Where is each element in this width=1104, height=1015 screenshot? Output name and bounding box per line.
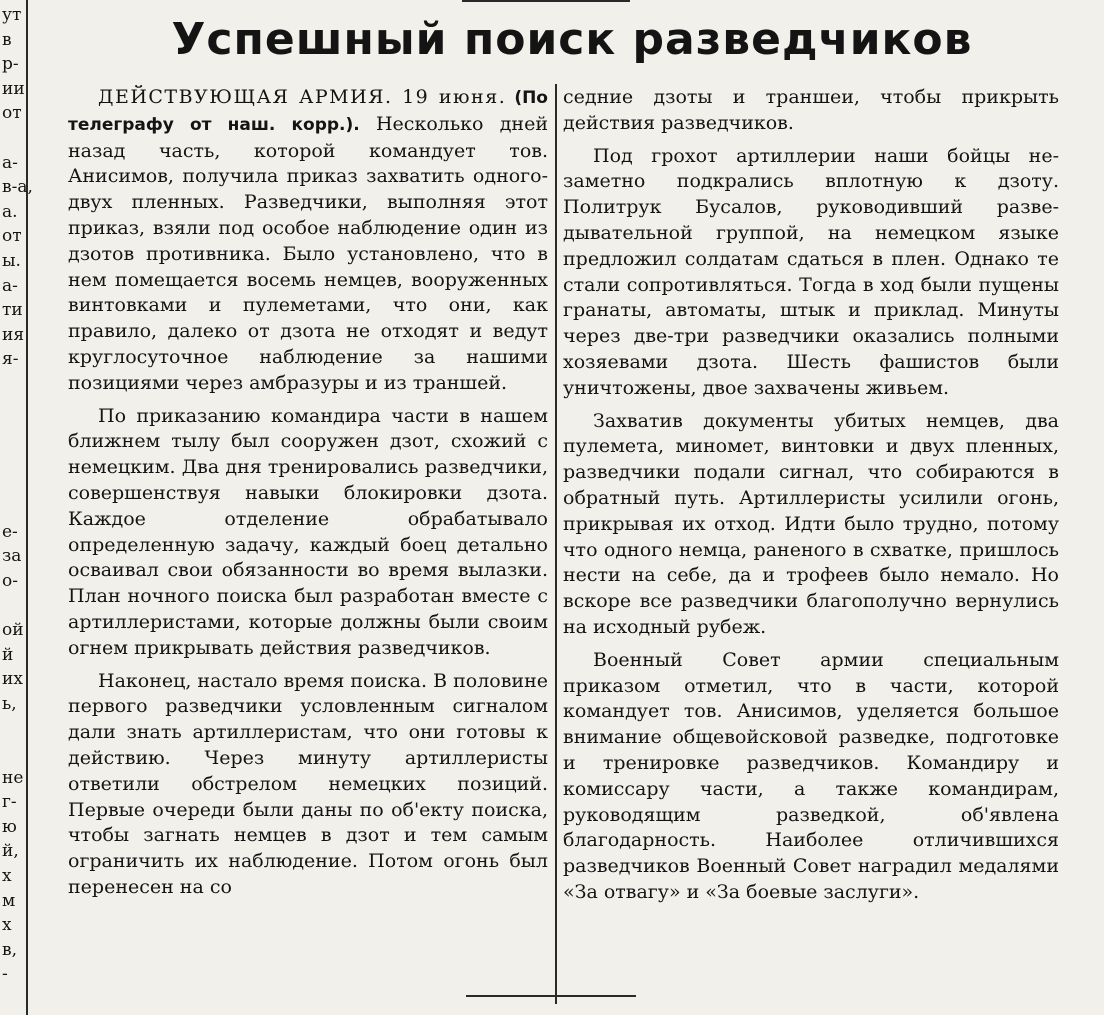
left-fragment: м: [2, 890, 16, 911]
paragraph: Наконец, настало время поиска. В половине первого разведчики условленным сигналом дали знать артиллеристам, что они готовы к действию. Через минуту артиллеристы ответили обстрелом немецких позиций. Первые очереди были даны по об'екту поиска, чтобы загнать немцев в дзот и тем самым ограничить их наблюдение. Потом огонь был перенесен на со: [68, 669, 548, 898]
left-fragment: о-: [2, 570, 18, 591]
left-fragment: я-: [2, 349, 19, 370]
left-fragment: х: [2, 866, 12, 886]
left-fragment: й,: [2, 841, 19, 862]
top-rule: [462, 0, 630, 2]
paragraph: Под грохот артиллерии наши бойцы незаметно подкрались вплотную к дзоту. Политрук Бусалов, руководивший разведывательной группой, на немецком языке предложил солдатам сдаться в плен. Однако те стали сопротивляться. Тогда в ход были пущены гранаты, автоматы, штык и приклад. Минуты через две-три разведчики оказались полными хозяевами дзота. Шесть фашистов были уничтожены, двое захвачены живьем.: [563, 144, 1059, 399]
center-column-rule: [555, 84, 557, 1004]
article-headline: Успешный поиск разведчиков: [171, 14, 973, 65]
left-fragment: а-: [2, 275, 18, 296]
left-fragment: ю: [2, 816, 17, 837]
paragraph-continuation: седние дзоты и траншеи, чтобы прикрыть действия разведчиков.: [563, 86, 1059, 134]
left-fragment: г-: [2, 792, 17, 813]
lead-paragraph: [68, 85, 548, 397]
left-fragment: р-: [2, 54, 19, 75]
left-fragment: в: [2, 29, 12, 50]
left-fragment: ой: [2, 620, 24, 640]
left-fragment: ь,: [2, 693, 17, 714]
paragraph: Захватив документы убитых немцев, два пулемета, миномет, винтовки и двух пленных, разведчики подали сигнал, что собираются в обратный путь. Артиллеристы усилили огонь, прикрывая их отход. Идти было трудно, потому что одного немца, раненого в схватке, пришлось нести на себе, да и трофеев было немало. Но вскоре все разведчики благополучно вернулись на исходный рубеж.: [563, 409, 1059, 638]
left-fragment: ы.: [2, 251, 21, 271]
left-column-rule: [26, 0, 28, 1015]
left-fragment: их: [2, 669, 23, 690]
left-fragment: а.: [2, 201, 18, 222]
left-fragment: в,: [2, 939, 17, 960]
left-fragment: за: [2, 546, 22, 567]
left-fragment: от: [2, 103, 22, 124]
left-fragment: от: [2, 226, 22, 247]
left-cutoff-column: [0, 0, 33, 1015]
bottom-rule: [466, 995, 636, 997]
paragraph: По приказанию командира части в нашем ближнем тылу был сооружен дзот, схожий с немецким. Два дня тренировались разведчики, совершенствуя навыки блокировки дзота. Каждое отделение обрабатывало определенную задачу, каждый боец детально осваивал свои обязанности во время вылазки. План ночного поиска был разработан вместе с артиллеристами, которые должны были своим огнем прикрывать действия разведчиков.: [68, 404, 548, 659]
paragraph: Военный Совет армии специальным приказом отметил, что в части, которой командует тов. Анисимов, уделяется большое внимание общевойсковой разведке, подготовке и тренировке разведчиков. Командиру и комиссару части, а также командирам, руководящим разведкой, об'явлена благодарность. Наиболее отличившихся разведчиков Военный Совет наградил медалями «За отвагу» и «За боевые заслуги».: [563, 648, 1059, 903]
left-fragment: -: [2, 964, 8, 985]
left-fragment: а-: [2, 152, 18, 173]
left-fragment: ти: [2, 300, 23, 321]
left-fragment: в-а,: [2, 177, 33, 198]
left-fragment: не: [2, 767, 24, 788]
byline: (По телеграфу от наш. корр.).: [68, 88, 548, 135]
article-column-2: [563, 85, 1059, 913]
lead-text: Несколько дней назад часть, которой командует тов. Анисимов, получила приказ захватить одного-двух пленных. Разведчики, выполняя этот приказ, взяли под особое наблюдение один из дзотов противника. Было установлено, что в нем помещается восемь немцев, вооруженных винтовками и пулеметами, что они, как правило, далеко от дзота не отходят и ведут круглосуточное наблюдение за нашими позициями через амбразуры и из траншей.: [68, 112, 548, 394]
dateline: ДЕЙСТВУЮЩАЯ АРМИЯ. 19 июня.: [98, 86, 507, 108]
left-fragment: е-: [2, 521, 18, 542]
left-fragment: ия: [2, 324, 25, 345]
article-column-1: [68, 85, 548, 908]
left-fragment: й: [2, 644, 14, 665]
left-fragment: х: [2, 915, 12, 936]
left-fragment: ии: [2, 78, 25, 99]
left-fragment: ут: [2, 5, 22, 25]
